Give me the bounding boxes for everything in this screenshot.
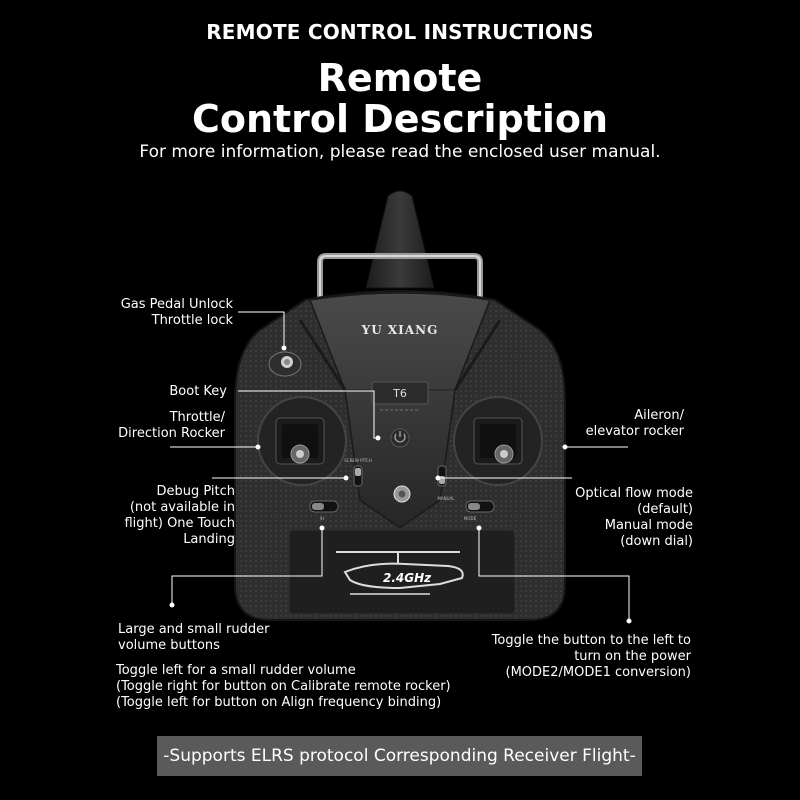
page-subtitle: For more information, please read the enclosed user manual. xyxy=(139,142,661,162)
antenna xyxy=(366,191,434,288)
title-line-1: Remote xyxy=(317,56,483,100)
mode-label: MODE xyxy=(463,516,477,521)
footer-banner: -Supports ELRS protocol Corresponding Receiver Flight- xyxy=(157,736,642,776)
mode-switch[interactable] xyxy=(466,501,494,512)
callout-throttle: Throttle/ Direction Rocker xyxy=(118,410,225,441)
callout-boot-key: Boot Key xyxy=(169,384,227,399)
power-icon[interactable] xyxy=(391,429,409,447)
screw-pitch-switch[interactable] xyxy=(354,466,362,486)
title-line-2: Control Description xyxy=(191,97,609,141)
brand-label: YU XIANG xyxy=(361,323,439,337)
callout-debug-pitch: Debug Pitch (not available in flight) One Touch Landing xyxy=(124,484,235,547)
rudder-volume-switch[interactable] xyxy=(310,501,338,512)
model-label: T6 xyxy=(393,387,407,400)
callout-aileron: Aileron/ elevator rocker xyxy=(585,408,684,439)
throttle-lock-switch[interactable] xyxy=(269,352,301,376)
one-touch-landing-button[interactable] xyxy=(394,486,410,502)
callout-toggle-notes: Toggle left for a small rudder volume (Toggle right for button on Calibrate remote rocker) (Toggle left for button on Align frequency binding) xyxy=(116,663,451,710)
callout-toggle-power: Toggle the button to the left to turn on the power (MODE2/MODE1 conversion) xyxy=(491,633,691,680)
callout-optical-flow: Optical flow mode (default) Manual mode (down dial) xyxy=(575,486,693,549)
left-joystick[interactable] xyxy=(258,397,346,485)
frequency-badge: 2.4GHz xyxy=(383,571,432,585)
manual-label: MANUAL xyxy=(437,496,455,501)
callout-gas-pedal: Gas Pedal Unlock Throttle lock xyxy=(120,297,233,328)
screw-pitch-label: SCREW PITCH xyxy=(344,458,372,463)
header-kicker: REMOTE CONTROL INSTRUCTIONS xyxy=(206,20,594,44)
callout-rudder-volume: Large and small rudder volume buttons xyxy=(118,622,270,653)
rate-label: /H xyxy=(319,516,325,521)
